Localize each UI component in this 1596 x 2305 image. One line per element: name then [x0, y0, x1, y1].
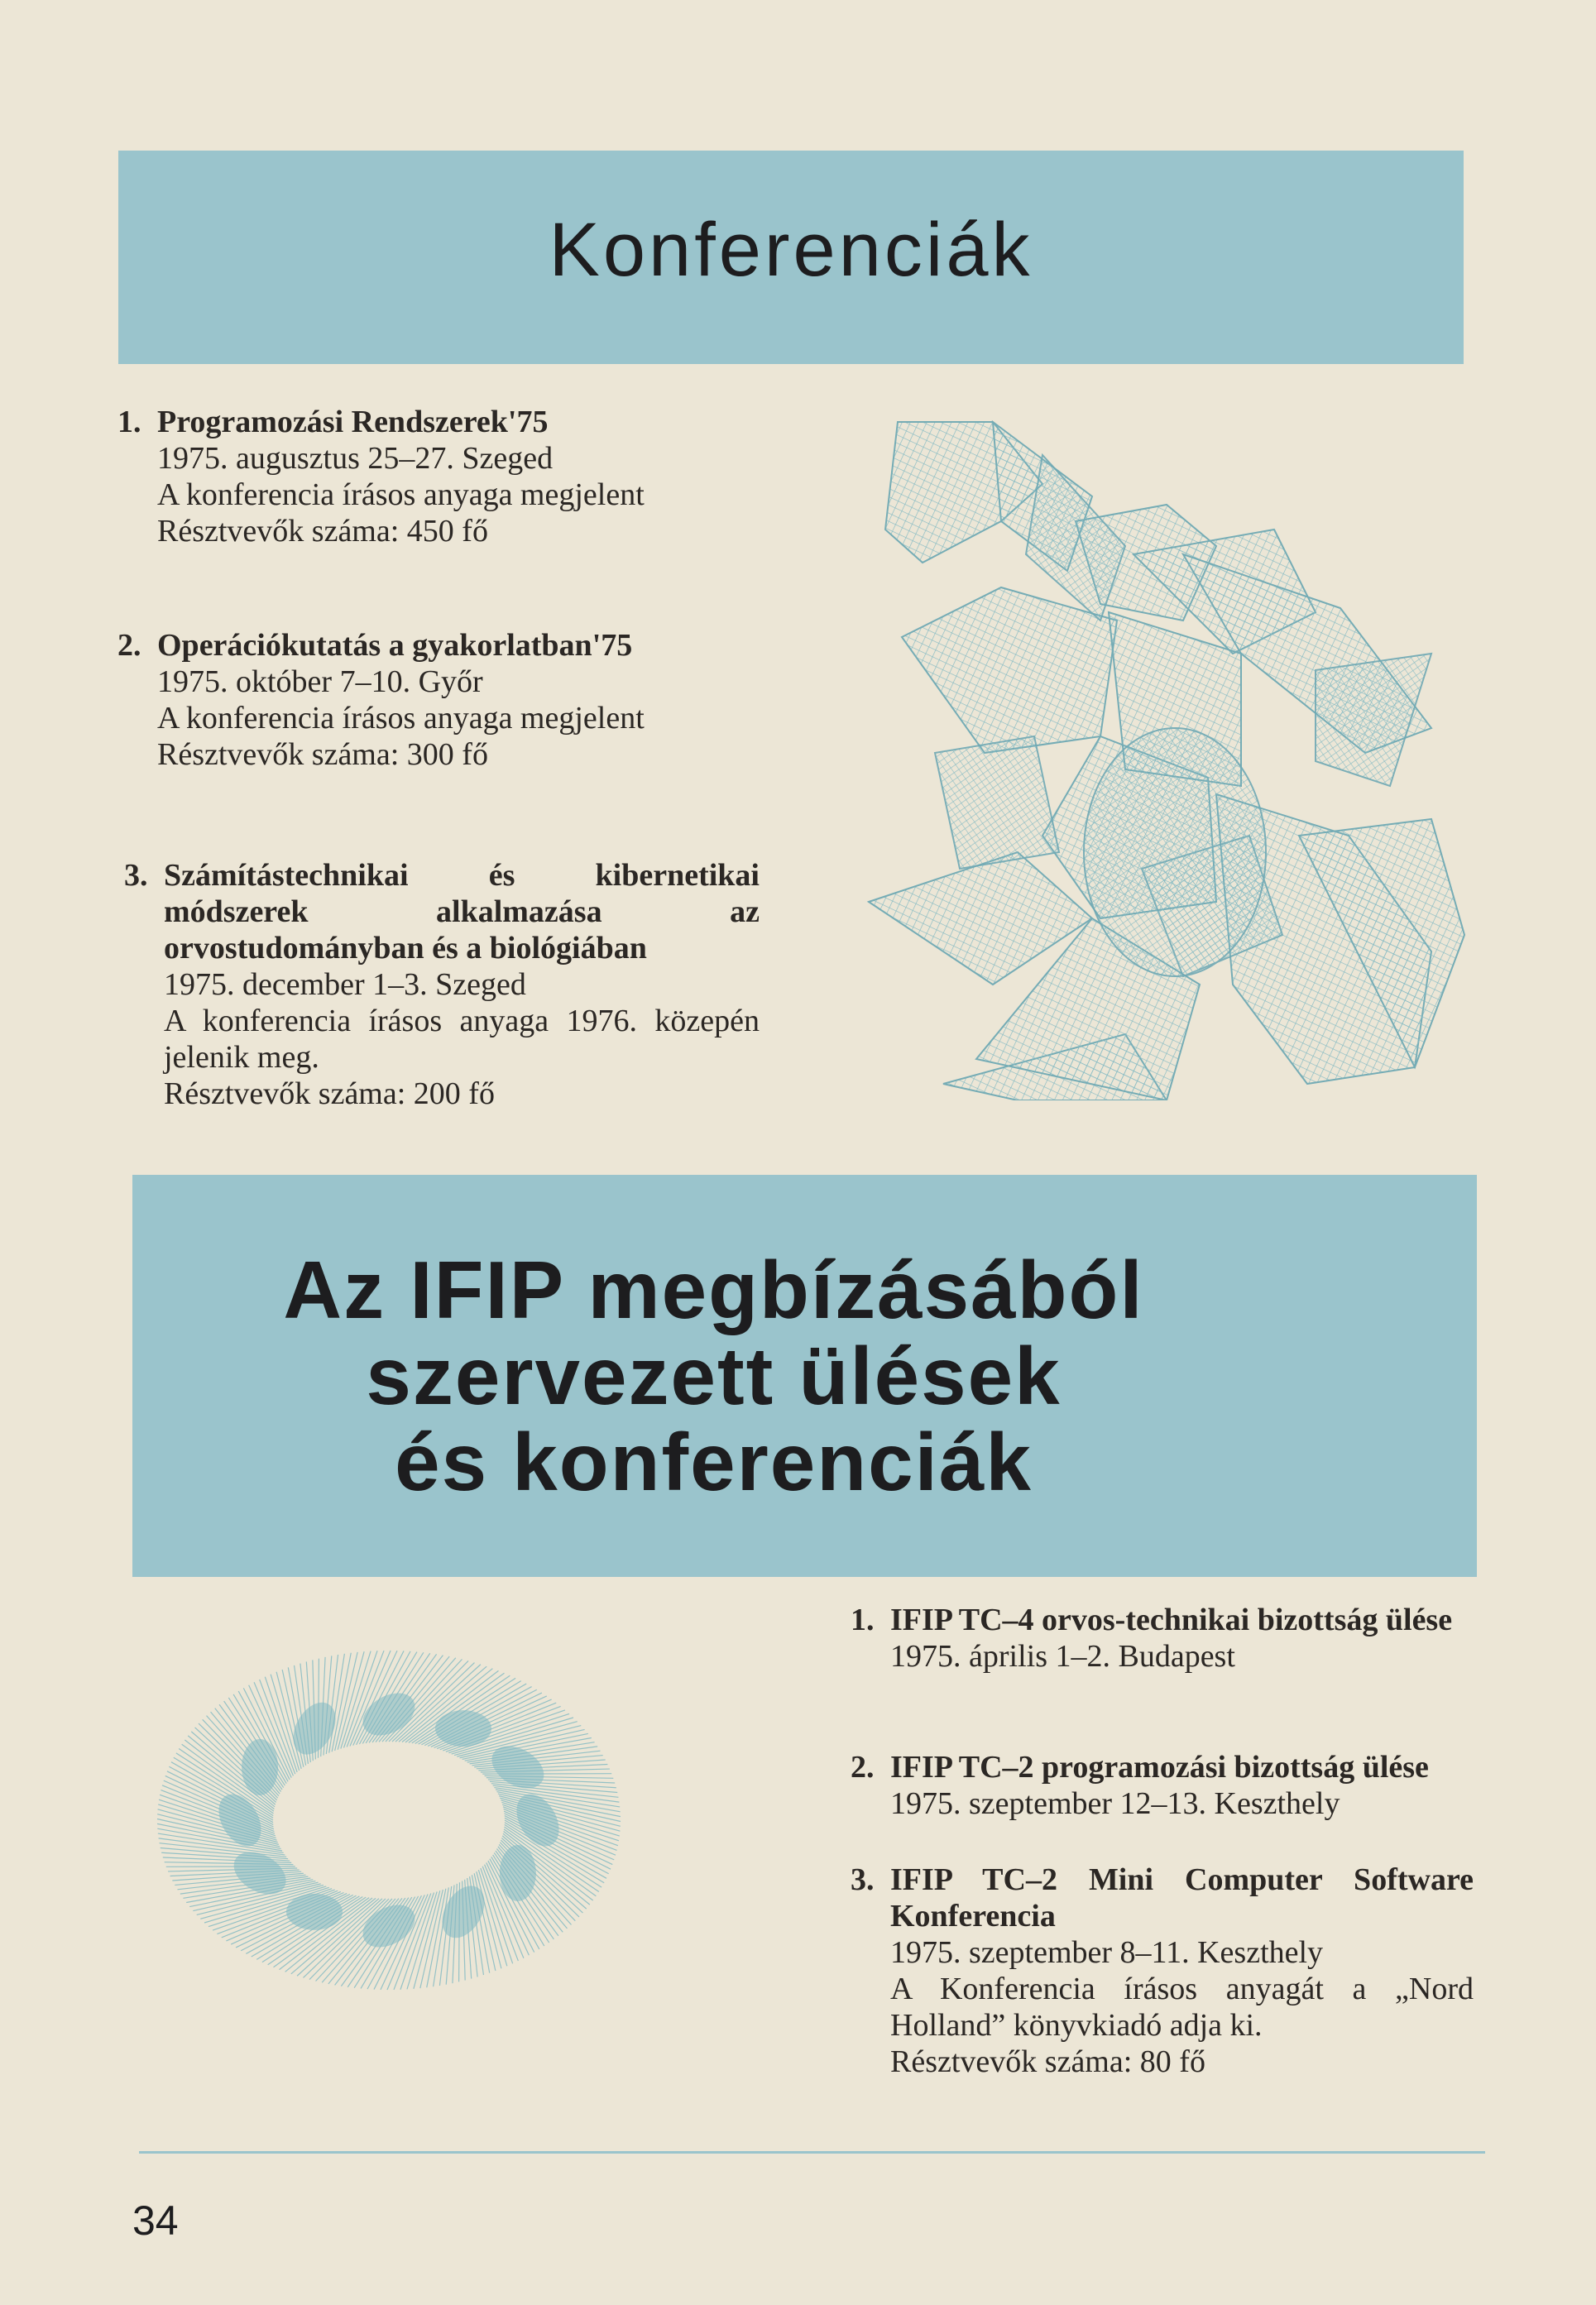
page-number: 34 [132, 2197, 179, 2244]
conference-entry [117, 627, 786, 773]
entry-number: 3. [124, 858, 148, 893]
wireframe-crystal-graphic [852, 405, 1489, 1100]
entry-number: 2. [117, 628, 141, 663]
entry-number: 3. [851, 1862, 875, 1897]
entry-note: A konferencia írásos anyaga megjelent [157, 477, 645, 512]
ifip-entry [851, 1749, 1474, 1822]
section-title: Konferenciák [549, 207, 1033, 292]
conference-entry [124, 857, 760, 1112]
ring-pattern [157, 1651, 621, 1990]
entry-title: IFIP TC–4 orvos-technikai bizottság ülése [890, 1603, 1453, 1637]
entry-note: A konferencia írásos anyaga 1976. közepén jelenik meg. [164, 1004, 760, 1075]
entry-participants: Résztvevők száma: 80 fő [890, 2044, 1205, 2079]
entry-title: Operációkutatás a gyakorlatban'75 [157, 628, 633, 663]
entry-participants: Résztvevők száma: 200 fő [164, 1076, 495, 1111]
entry-number: 1. [117, 405, 141, 439]
entry-title: Programozási Rendszerek'75 [157, 405, 549, 439]
entry-date: 1975. április 1–2. Budapest [890, 1639, 1235, 1674]
entry-note: A konferencia írásos anyaga megjelent [157, 701, 645, 736]
entry-number: 1. [851, 1603, 875, 1637]
divider-rule [139, 2151, 1485, 2154]
section-title: Az IFIP megbízásából szervezett ülések és konferenciák [283, 1244, 1144, 1507]
section-banner-konferenciak [118, 151, 1464, 364]
ifip-entry [851, 1862, 1474, 2080]
section-banner-ifip [132, 1175, 1477, 1577]
entry-note: A Konferencia írásos anyagát a „Nord Holland” könyvkiadó adja ki. [890, 1972, 1474, 2043]
ifip-entry [851, 1602, 1474, 1675]
entry-participants: Résztvevők száma: 300 fő [157, 737, 488, 772]
entry-date: 1975. szeptember 12–13. Keszthely [890, 1786, 1340, 1821]
entry-date: 1975. augusztus 25–27. Szeged [157, 441, 554, 476]
entry-number: 2. [851, 1750, 875, 1785]
conference-entry [117, 404, 786, 549]
entry-date: 1975. október 7–10. Győr [157, 664, 483, 699]
entry-date: 1975. szeptember 8–11. Keszthely [890, 1935, 1324, 1970]
hatched-ring-graphic [149, 1642, 629, 1998]
entry-title: IFIP TC–2 Mini Computer Software Konferencia [890, 1862, 1474, 1934]
entry-date: 1975. december 1–3. Szeged [164, 967, 526, 1002]
entry-title: Számítástechnikai és kibernetikai módszerek alkalmazása az orvostudományban és a biológiában [164, 858, 760, 966]
entry-participants: Résztvevők száma: 450 fő [157, 514, 488, 549]
entry-title: IFIP TC–2 programozási bizottság ülése [890, 1750, 1429, 1785]
